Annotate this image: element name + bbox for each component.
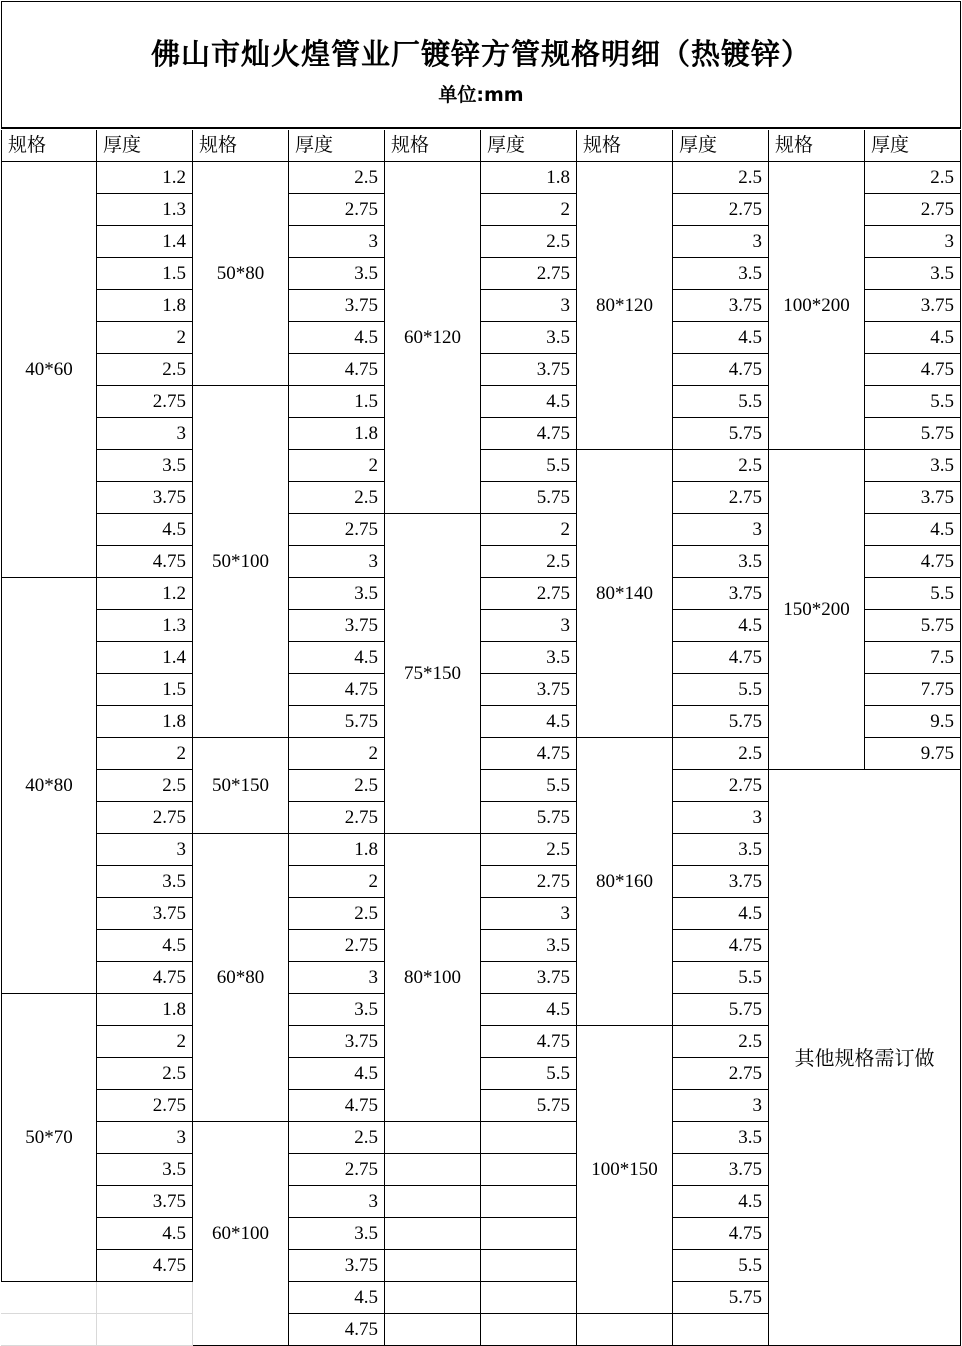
thickness-cell: 4.5 [481, 994, 577, 1026]
spec-cell: 100*200 [769, 162, 865, 450]
header-spec-3: 规格 [385, 130, 481, 162]
spec-cell: 80*120 [577, 162, 673, 450]
thickness-cell: 2.5 [289, 770, 385, 802]
thickness-cell: 2.5 [289, 898, 385, 930]
thickness-cell: 1.3 [97, 610, 193, 642]
thickness-cell: 1.8 [97, 706, 193, 738]
thickness-cell: 9.5 [865, 706, 961, 738]
header-spec-4: 规格 [577, 130, 673, 162]
thickness-cell: 3 [289, 226, 385, 258]
thickness-cell: 5.5 [673, 674, 769, 706]
thickness-cell: 5.75 [481, 482, 577, 514]
page-title: 佛山市灿火煌管业厂镀锌方管规格明细（热镀锌） [150, 37, 811, 71]
spec-cell: 40*60 [1, 162, 97, 578]
thickness-cell: 5.5 [673, 386, 769, 418]
header-thickness-2: 厚度 [289, 130, 385, 162]
thickness-cell: 4.75 [865, 546, 961, 578]
header-thickness-3: 厚度 [481, 130, 577, 162]
empty-cell [385, 1218, 481, 1250]
thickness-cell: 2.75 [481, 578, 577, 610]
thickness-cell: 3.5 [289, 258, 385, 290]
thickness-cell: 2.5 [481, 546, 577, 578]
thickness-cell: 1.5 [97, 258, 193, 290]
thickness-cell: 4.75 [289, 1314, 385, 1346]
thickness-cell: 4.5 [673, 610, 769, 642]
thickness-cell: 3 [673, 1090, 769, 1122]
empty-cell [385, 1282, 481, 1314]
thickness-cell: 5.5 [673, 962, 769, 994]
empty-cell [673, 1314, 769, 1346]
thickness-cell: 1.2 [97, 162, 193, 194]
thickness-cell: 3.75 [673, 1154, 769, 1186]
thickness-cell: 3.5 [97, 866, 193, 898]
thickness-cell: 4.75 [481, 738, 577, 770]
header-thickness-4: 厚度 [673, 130, 769, 162]
header-spec-1: 规格 [1, 130, 97, 162]
spec-cell: 80*100 [385, 834, 481, 1122]
thickness-cell: 4.5 [865, 514, 961, 546]
thickness-cell: 3 [97, 834, 193, 866]
empty-cell [577, 1314, 673, 1346]
thickness-cell: 2.5 [289, 162, 385, 194]
thickness-cell: 2 [289, 738, 385, 770]
thickness-cell: 3.75 [289, 610, 385, 642]
thickness-cell: 4.75 [289, 1090, 385, 1122]
thickness-cell: 3.5 [289, 578, 385, 610]
thickness-cell: 4.75 [673, 1218, 769, 1250]
thickness-cell: 2.5 [289, 482, 385, 514]
thickness-cell: 2.75 [289, 514, 385, 546]
thickness-cell: 1.3 [97, 194, 193, 226]
thickness-cell: 2.75 [673, 770, 769, 802]
spec-cell: 50*70 [1, 994, 97, 1282]
thickness-cell: 3.5 [673, 546, 769, 578]
thickness-cell: 3 [673, 514, 769, 546]
thickness-cell: 3.5 [673, 1122, 769, 1154]
thickness-cell: 1.8 [481, 162, 577, 194]
thickness-cell: 5.75 [673, 418, 769, 450]
thickness-cell: 1.8 [289, 418, 385, 450]
thickness-cell: 3 [97, 418, 193, 450]
thickness-cell: 2.75 [97, 386, 193, 418]
thickness-cell: 2.75 [289, 194, 385, 226]
thickness-cell: 4.5 [481, 706, 577, 738]
thickness-cell: 3.75 [97, 898, 193, 930]
thickness-cell: 4.75 [97, 1250, 193, 1282]
thickness-cell: 4.75 [865, 354, 961, 386]
thickness-cell: 5.5 [673, 1250, 769, 1282]
thickness-cell: 3.75 [97, 482, 193, 514]
thickness-cell: 2.75 [673, 482, 769, 514]
thickness-cell: 3.75 [865, 482, 961, 514]
thickness-cell: 1.8 [289, 834, 385, 866]
thickness-cell: 2.75 [289, 802, 385, 834]
thickness-cell: 2.75 [481, 258, 577, 290]
thickness-cell: 5.75 [865, 610, 961, 642]
thickness-cell: 2.75 [865, 194, 961, 226]
thickness-cell: 5.75 [673, 994, 769, 1026]
thickness-cell: 5.75 [673, 1282, 769, 1314]
empty-cell [481, 1282, 577, 1314]
thickness-cell: 3 [481, 290, 577, 322]
thickness-cell: 4.75 [673, 930, 769, 962]
thickness-cell: 2 [289, 866, 385, 898]
thickness-cell: 2.75 [289, 930, 385, 962]
thickness-cell: 3.75 [673, 578, 769, 610]
empty-cell [481, 1122, 577, 1154]
thickness-cell: 3.5 [289, 1218, 385, 1250]
empty-cell [1, 1314, 97, 1346]
header-thickness-1: 厚度 [97, 130, 193, 162]
thickness-cell: 1.8 [97, 290, 193, 322]
thickness-cell: 1.2 [97, 578, 193, 610]
thickness-cell: 2.5 [673, 738, 769, 770]
thickness-cell: 3 [97, 1122, 193, 1154]
thickness-cell: 7.5 [865, 642, 961, 674]
thickness-cell: 3 [673, 226, 769, 258]
thickness-cell: 2 [481, 194, 577, 226]
empty-cell [97, 1282, 193, 1314]
spec-cell: 150*200 [769, 450, 865, 770]
empty-cell [1, 1282, 97, 1314]
thickness-cell: 3 [289, 962, 385, 994]
thickness-cell: 1.5 [289, 386, 385, 418]
thickness-cell: 3.75 [481, 354, 577, 386]
thickness-cell: 4.5 [289, 642, 385, 674]
thickness-cell: 4.75 [481, 418, 577, 450]
thickness-cell: 3.5 [865, 450, 961, 482]
thickness-cell: 2.75 [289, 1154, 385, 1186]
thickness-cell: 2 [289, 450, 385, 482]
thickness-cell: 5.5 [481, 1058, 577, 1090]
thickness-cell: 4.75 [673, 642, 769, 674]
header-thickness-5: 厚度 [865, 130, 961, 162]
empty-cell [481, 1154, 577, 1186]
thickness-cell: 4.75 [673, 354, 769, 386]
thickness-cell: 2.75 [673, 1058, 769, 1090]
thickness-cell: 4.5 [289, 1282, 385, 1314]
header-spec-5: 规格 [769, 130, 865, 162]
thickness-cell: 2.75 [97, 802, 193, 834]
thickness-cell: 2 [97, 322, 193, 354]
empty-cell [385, 1122, 481, 1154]
thickness-cell: 3.75 [289, 290, 385, 322]
thickness-cell: 3 [289, 546, 385, 578]
header-spec-2: 规格 [193, 130, 289, 162]
thickness-cell: 2.5 [673, 162, 769, 194]
thickness-cell: 2 [97, 1026, 193, 1058]
thickness-cell: 2.5 [865, 162, 961, 194]
thickness-cell: 4.5 [673, 898, 769, 930]
spec-cell: 50*80 [193, 162, 289, 386]
thickness-cell: 3.5 [97, 1154, 193, 1186]
thickness-cell: 2.75 [97, 1090, 193, 1122]
thickness-cell: 1.4 [97, 642, 193, 674]
thickness-cell: 5.5 [865, 578, 961, 610]
thickness-cell: 4.75 [289, 674, 385, 706]
empty-cell [385, 1250, 481, 1282]
spec-cell: 75*150 [385, 514, 481, 834]
thickness-cell: 5.5 [865, 386, 961, 418]
spec-cell: 80*160 [577, 738, 673, 1026]
thickness-cell: 4.5 [97, 1218, 193, 1250]
thickness-cell: 4.5 [97, 514, 193, 546]
empty-cell [481, 1314, 577, 1346]
thickness-cell: 9.75 [865, 738, 961, 770]
thickness-cell: 3.75 [289, 1026, 385, 1058]
thickness-cell: 4.5 [97, 930, 193, 962]
thickness-cell: 5.75 [865, 418, 961, 450]
thickness-cell: 3 [481, 610, 577, 642]
thickness-cell: 3.75 [481, 674, 577, 706]
thickness-cell: 3.75 [481, 962, 577, 994]
thickness-cell: 4.75 [97, 546, 193, 578]
spec-cell: 80*140 [577, 450, 673, 738]
thickness-cell: 4.75 [97, 962, 193, 994]
spec-cell: 50*150 [193, 738, 289, 834]
thickness-cell: 1.4 [97, 226, 193, 258]
thickness-cell: 3.75 [97, 1186, 193, 1218]
thickness-cell: 5.75 [673, 706, 769, 738]
thickness-cell: 2.5 [481, 226, 577, 258]
thickness-cell: 3.5 [673, 258, 769, 290]
thickness-cell: 2.5 [97, 354, 193, 386]
thickness-cell: 4.5 [289, 1058, 385, 1090]
empty-cell [385, 1154, 481, 1186]
thickness-cell: 3.75 [673, 866, 769, 898]
thickness-cell: 3.5 [673, 834, 769, 866]
thickness-cell: 4.5 [865, 322, 961, 354]
thickness-cell: 1.8 [97, 994, 193, 1026]
thickness-cell: 2.5 [673, 1026, 769, 1058]
thickness-cell: 3 [673, 802, 769, 834]
thickness-cell: 4.75 [481, 1026, 577, 1058]
empty-cell [385, 1314, 481, 1346]
thickness-cell: 2.5 [97, 1058, 193, 1090]
thickness-cell: 4.5 [289, 322, 385, 354]
note-custom-order: 其他规格需订做 [769, 770, 961, 1346]
thickness-cell: 5.75 [289, 706, 385, 738]
thickness-cell: 2.5 [673, 450, 769, 482]
spec-cell: 40*80 [1, 578, 97, 994]
thickness-cell: 5.5 [481, 770, 577, 802]
thickness-cell: 3.5 [97, 450, 193, 482]
thickness-cell: 4.5 [481, 386, 577, 418]
thickness-cell: 5.75 [481, 1090, 577, 1122]
thickness-cell: 2.5 [97, 770, 193, 802]
thickness-cell: 2 [97, 738, 193, 770]
thickness-cell: 2.75 [481, 866, 577, 898]
unit-label: 单位:mm [438, 84, 524, 106]
thickness-cell: 3 [481, 898, 577, 930]
thickness-cell: 2.5 [289, 1122, 385, 1154]
empty-cell [481, 1250, 577, 1282]
thickness-cell: 5.5 [481, 450, 577, 482]
empty-cell [97, 1314, 193, 1346]
thickness-cell: 3 [865, 226, 961, 258]
thickness-cell: 2.5 [481, 834, 577, 866]
thickness-cell: 5.75 [481, 802, 577, 834]
spec-cell: 60*80 [193, 834, 289, 1122]
spec-cell: 60*120 [385, 162, 481, 514]
thickness-cell: 4.5 [673, 1186, 769, 1218]
thickness-cell: 4.5 [673, 322, 769, 354]
empty-cell [481, 1218, 577, 1250]
thickness-cell: 3.75 [289, 1250, 385, 1282]
thickness-cell: 3.5 [481, 322, 577, 354]
thickness-cell: 3.5 [481, 642, 577, 674]
spec-cell: 60*100 [193, 1122, 289, 1346]
thickness-cell: 1.5 [97, 674, 193, 706]
thickness-cell: 2.75 [673, 194, 769, 226]
thickness-cell: 3.75 [865, 290, 961, 322]
thickness-cell: 3.5 [865, 258, 961, 290]
thickness-cell: 3.75 [673, 290, 769, 322]
spec-cell: 100*150 [577, 1026, 673, 1314]
spec-cell: 50*100 [193, 386, 289, 738]
empty-cell [385, 1186, 481, 1218]
thickness-cell: 3 [289, 1186, 385, 1218]
empty-cell [481, 1186, 577, 1218]
thickness-cell: 2 [481, 514, 577, 546]
thickness-cell: 3.5 [481, 930, 577, 962]
thickness-cell: 3.5 [289, 994, 385, 1026]
thickness-cell: 7.75 [865, 674, 961, 706]
thickness-cell: 4.75 [289, 354, 385, 386]
